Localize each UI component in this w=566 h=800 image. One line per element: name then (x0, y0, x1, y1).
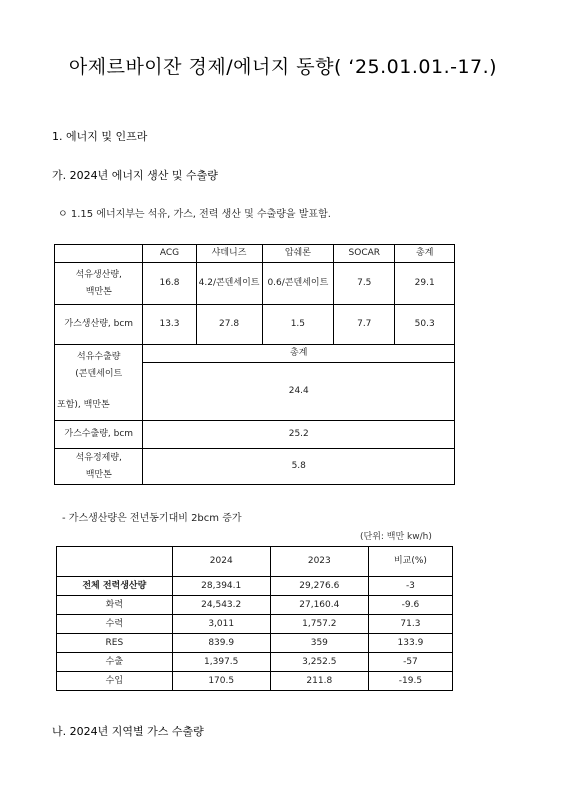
row-label-line: 석유수출량 (77, 352, 121, 362)
row-label (55, 263, 143, 305)
table-row (57, 634, 453, 653)
table-cell: 1,397.5 (172, 653, 270, 672)
row-label: RES (57, 634, 173, 653)
table-header-row (55, 245, 455, 263)
bullet-announcement: ㅇ 1.15 에너지부는 석유, 가스, 전력 생산 및 수출량을 발표함. (58, 209, 331, 220)
row-label: 수출 (57, 653, 173, 672)
table-cell: 7.7 (334, 305, 395, 345)
table-cell: -3 (368, 577, 452, 596)
table-cell: 3,252.5 (270, 653, 368, 672)
production-export-table (54, 244, 455, 485)
table-row (57, 615, 453, 634)
header-cell: 샤데니즈 (196, 245, 262, 263)
table-cell: 133.9 (368, 634, 452, 653)
table-row (57, 596, 453, 615)
table-cell: 359 (270, 634, 368, 653)
row-label: 가스수출량, bcm (55, 421, 143, 449)
table-cell: 24,543.2 (172, 596, 270, 615)
table-cell: 170.5 (172, 672, 270, 691)
subsection-heading-regional-gas: 나. 2024년 지역별 가스 수출량 (52, 725, 204, 738)
total-header-cell: 총계 (143, 345, 455, 363)
header-cell: ACG (143, 245, 196, 263)
table-header-row (57, 547, 453, 577)
row-label-line: 석유생산량, (75, 269, 122, 280)
row-label-line: 백만톤 (85, 469, 112, 480)
table-row (55, 263, 455, 305)
table-cell: 839.9 (172, 634, 270, 653)
table-cell: 0.6/콘덴세이트 (262, 263, 334, 305)
table-cell: 50.3 (395, 305, 455, 345)
table-cell: 25.2 (143, 421, 455, 449)
subsection-heading-production: 가. 2024년 에너지 생산 및 수출량 (52, 169, 218, 182)
table-cell: 1.5 (262, 305, 334, 345)
header-cell: 2024 (172, 547, 270, 577)
table-cell: -9.6 (368, 596, 452, 615)
row-label-line: 석유정제량, (75, 452, 122, 463)
header-cell: 비교(%) (368, 547, 452, 577)
header-cell (57, 547, 173, 577)
bullet-gas-increase: - 가스생산량은 전년동기대비 2bcm 증가 (62, 513, 242, 524)
row-label-line: (콘덴세이트 (75, 369, 123, 379)
row-label: 가스생산량, bcm (55, 305, 143, 345)
header-cell: SOCAR (334, 245, 395, 263)
row-label-line: 포함), 백만톤 (57, 400, 110, 410)
table-row (55, 449, 455, 485)
header-cell: 총계 (395, 245, 455, 263)
table-row (57, 653, 453, 672)
document-title: 아제르바이잔 경제/에너지 동향( ‘25.01.01.-17.) (68, 56, 498, 78)
table-cell: 29.1 (395, 263, 455, 305)
row-label (55, 345, 143, 421)
table-cell: 29,276.6 (270, 577, 368, 596)
table-cell: 7.5 (334, 263, 395, 305)
table-cell: 211.8 (270, 672, 368, 691)
header-cell: 2023 (270, 547, 368, 577)
table-cell: 71.3 (368, 615, 452, 634)
table-row (55, 305, 455, 345)
table-cell: 24.4 (143, 363, 455, 421)
table-row (55, 345, 455, 363)
table-cell: 3,011 (172, 615, 270, 634)
section-heading-energy: 1. 에너지 및 인프라 (52, 130, 148, 143)
table-row (57, 577, 453, 596)
table-cell: 13.3 (143, 305, 196, 345)
table-cell: 27,160.4 (270, 596, 368, 615)
table-cell: -19.5 (368, 672, 452, 691)
table-cell: 1,757.2 (270, 615, 368, 634)
table-row (57, 672, 453, 691)
table-cell: -57 (368, 653, 452, 672)
unit-note: (단위: 백만 kw/h) (360, 532, 432, 542)
row-label: 전체 전력생산량 (57, 577, 173, 596)
table-cell: 27.8 (196, 305, 262, 345)
row-label: 화력 (57, 596, 173, 615)
table-cell: 5.8 (143, 449, 455, 485)
row-label-line: 백만톤 (85, 286, 112, 297)
table-cell: 28,394.1 (172, 577, 270, 596)
table-cell: 16.8 (143, 263, 196, 305)
row-label (55, 449, 143, 485)
power-generation-table (56, 546, 453, 691)
table-row (55, 421, 455, 449)
table-cell: 4.2/콘덴세이트 (196, 263, 262, 305)
header-cell (55, 245, 143, 263)
row-label: 수력 (57, 615, 173, 634)
header-cell: 압쉐론 (262, 245, 334, 263)
row-label: 수입 (57, 672, 173, 691)
